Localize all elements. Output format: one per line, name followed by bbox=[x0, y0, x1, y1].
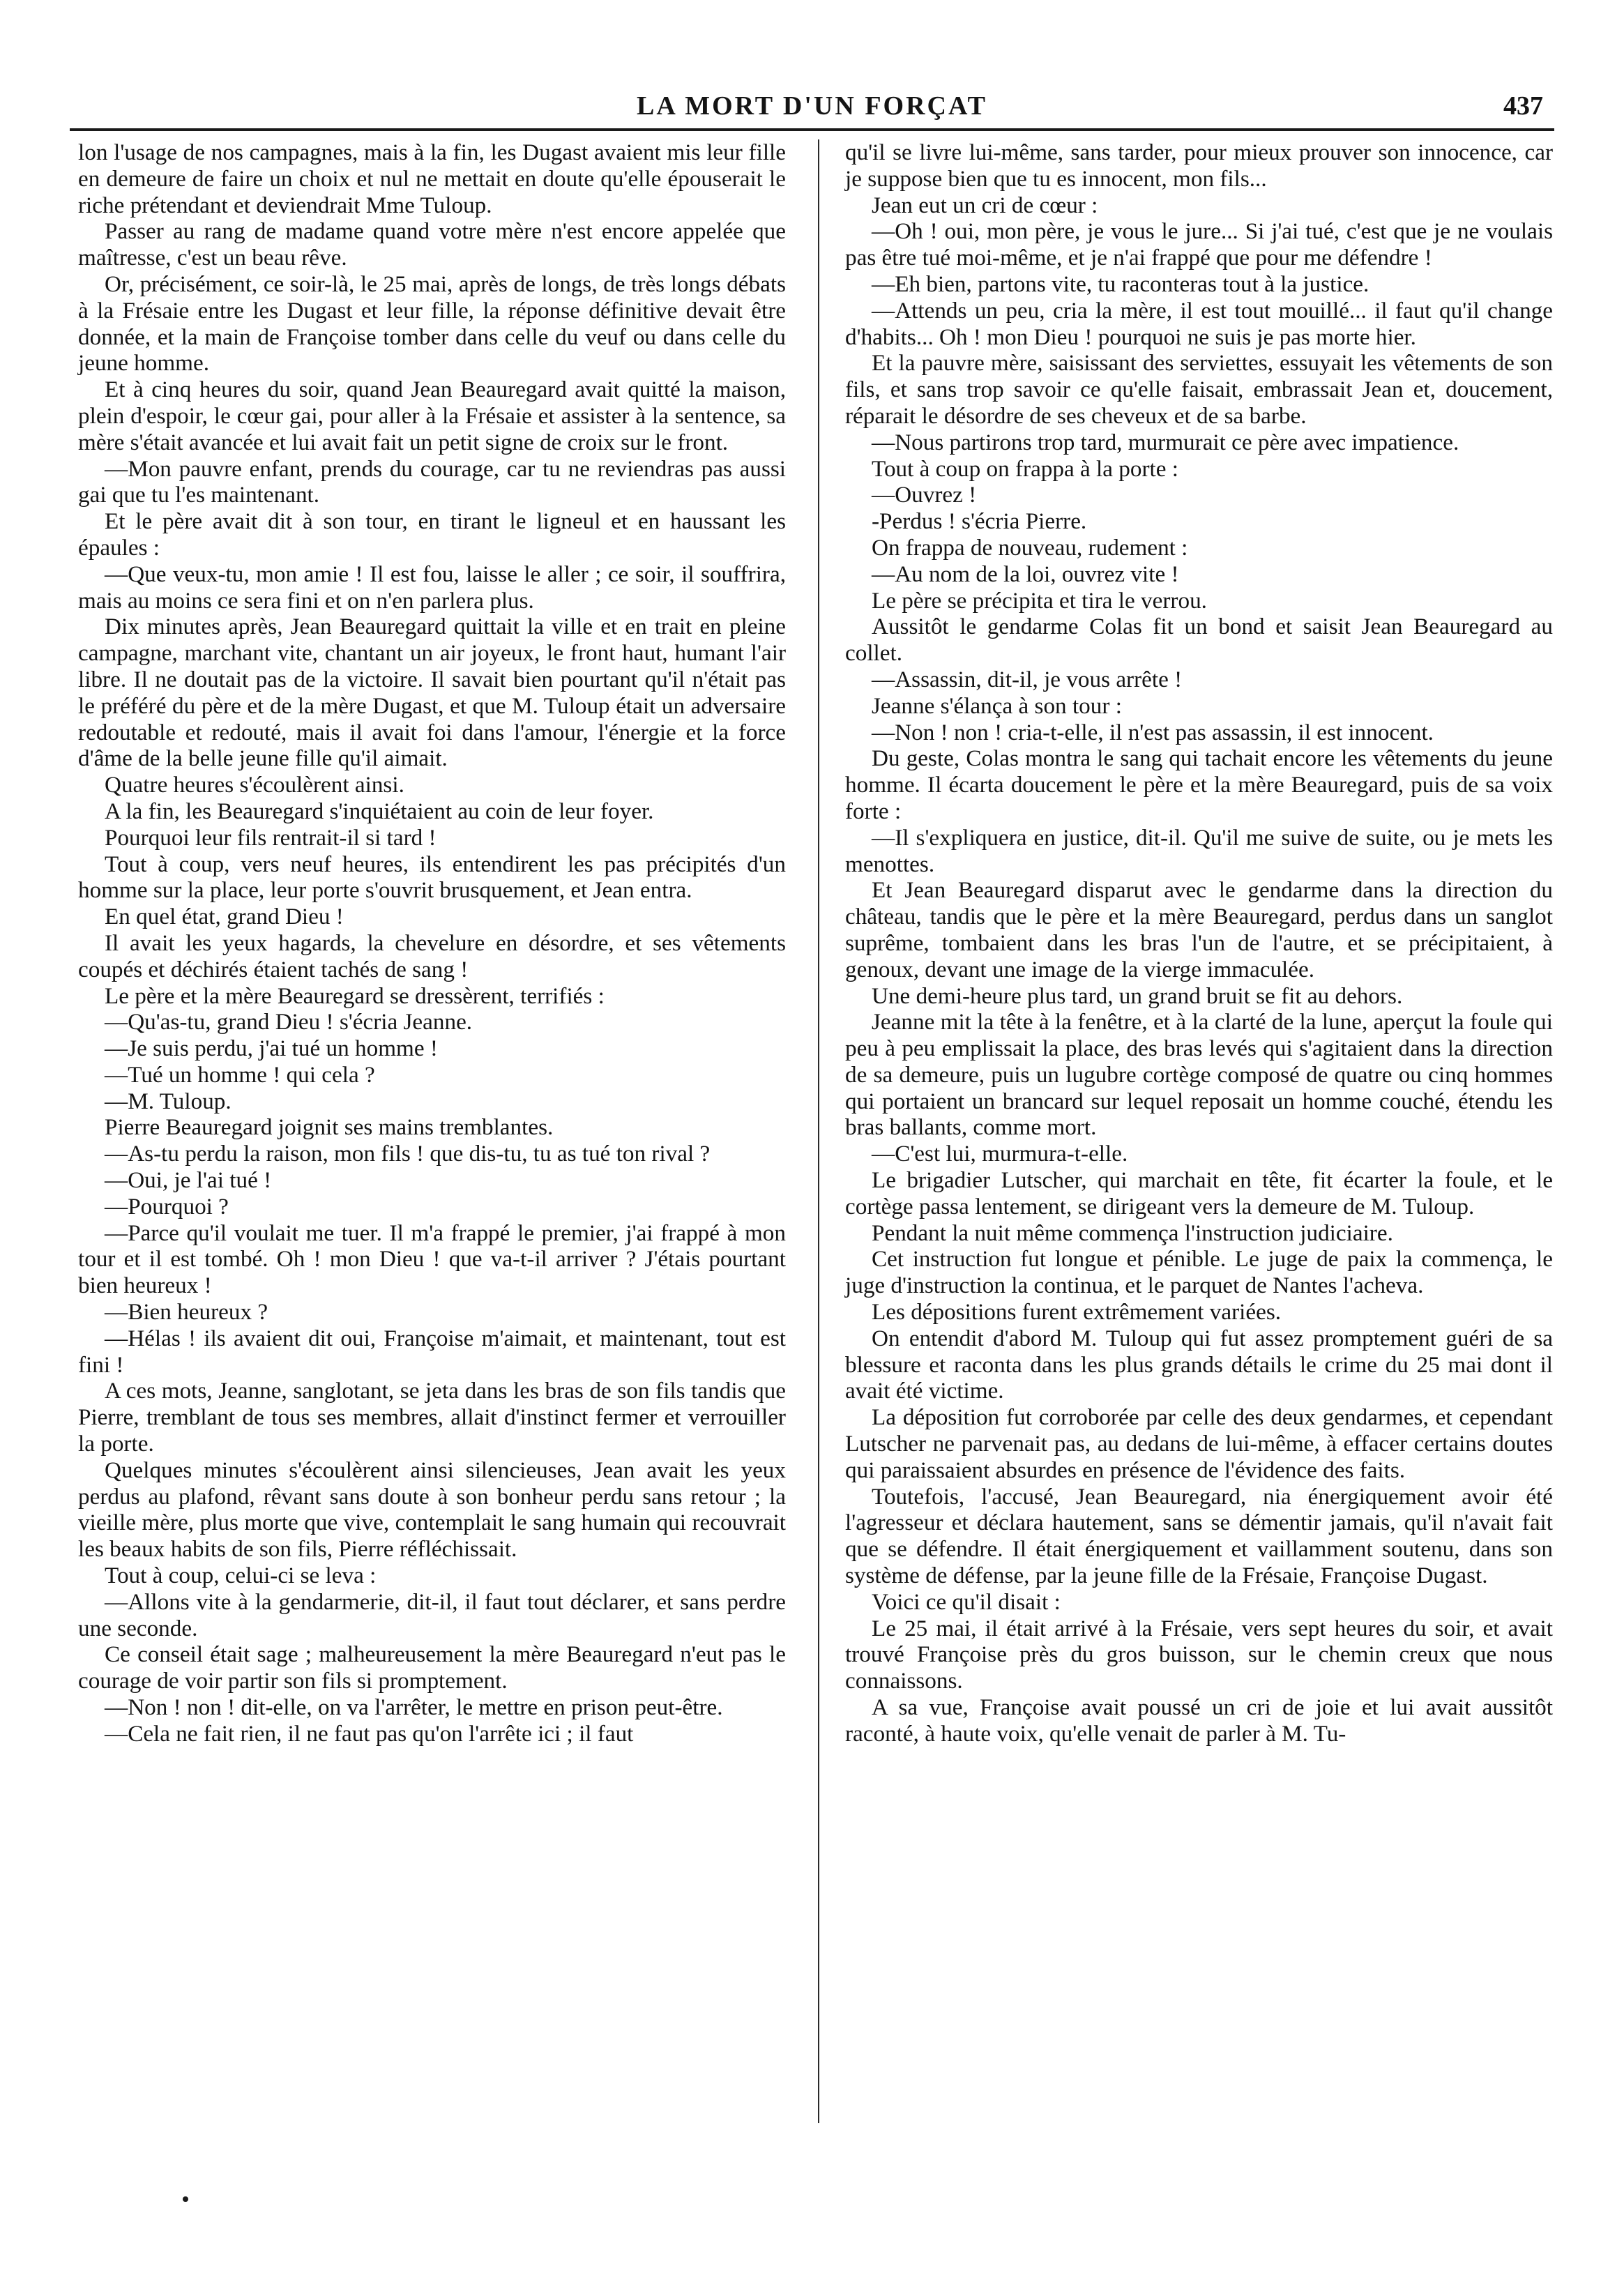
dialogue-line: —Au nom de la loi, ouvrez vite ! bbox=[872, 561, 1179, 587]
paragraph: Tout à coup, vers neuf heures, ils entendirent les pas précipités d'un homme sur la place, leur porte s'ouvrit brusquement, et Jean entra. bbox=[78, 851, 786, 904]
header-rule bbox=[70, 128, 1554, 131]
paragraph: Aussitôt le gendarme Colas fit un bond et saisit Jean Beauregard au collet. bbox=[845, 614, 1553, 667]
paragraph: Du geste, Colas montra le sang qui tachait encore les vêtements du jeune homme. Il écarta doucement le père et la mère Beauregard, puis de sa voix forte : bbox=[845, 745, 1553, 824]
paragraph: Et à cinq heures du soir, quand Jean Beauregard avait quitté la maison, plein d'espoir, le cœur gai, pour aller à la Frésaie et assister à la sentence, sa mère s'était avancée et lui avait fait un petit signe de croix sur le front. bbox=[78, 377, 786, 455]
paragraph: A ces mots, Jeanne, sanglotant, se jeta dans les bras de son fils tandis que Pierre, tremblant de tous ses membres, allait d'instinct fermer et verrouiller la porte. bbox=[78, 1378, 786, 1457]
paragraph: En quel état, grand Dieu ! bbox=[105, 904, 344, 930]
dialogue-line: —Non ! non ! dit-elle, on va l'arrêter, le mettre en prison peut-être. bbox=[105, 1694, 723, 1721]
paragraph: Or, précisément, ce soir-là, le 25 mai, après de longs, de très longs débats à la Frésaie entre les Dugast et leur fille, la réponse définitive devait être donnée, et la main de Françoise tomber dans celle du veuf ou dans celle du jeune homme. bbox=[78, 271, 786, 377]
paragraph: Pierre Beauregard joignit ses mains tremblantes. bbox=[105, 1114, 554, 1141]
paragraph: Jeanne mit la tête à la fenêtre, et à la clarté de la lune, aperçut la foule qui peu à peu emplissait la place, des bras levés qui s'agitaient dans la direction de sa demeure, puis un lugubre cortège composé de quatre ou cinq hommes qui portaient un brancard sur lequel reposait un homme couché, étendu les bras ballants, comme mort. bbox=[845, 1009, 1553, 1141]
dialogue-line: —Allons vite à la gendarmerie, dit-il, il faut tout déclarer, et sans perdre une seconde. bbox=[78, 1588, 786, 1641]
paragraph: Dix minutes après, Jean Beauregard quittait la ville et en trait en pleine campagne, marchant vite, chantant un air joyeux, le front haut, humant l'air libre. Il ne doutait pas de la victoire. Il savait bien pourtant qu'il n'était pas le préféré du père et de la mère Dugast, et que M. Tuloup était un adversaire redoutable et redouté, mais il avait foi dans l'amour, l'énergie et la force d'âme de la belle jeune fille qu'il aimait. bbox=[78, 614, 786, 772]
paragraph: A sa vue, Françoise avait poussé un cri de joie et lui avait aussitôt raconté, à haute voix, qu'elle venait de parler à M. Tu- bbox=[845, 1694, 1553, 1747]
paragraph: Le brigadier Lutscher, qui marchait en tête, fit écarter la foule, et le cortège passa lentement, se dirigeant vers la demeure de M. Tuloup. bbox=[845, 1167, 1553, 1220]
dialogue-line: —Pourquoi ? bbox=[105, 1193, 229, 1220]
paragraph: Cet instruction fut longue et pénible. Le juge de paix la commença, le juge d'instruction la continua, et le parquet de Nantes l'acheva. bbox=[845, 1246, 1553, 1299]
dialogue-line: —Nous partirons trop tard, murmurait ce père avec impatience. bbox=[872, 429, 1459, 455]
dialogue-line: —Assassin, dit-il, je vous arrête ! bbox=[872, 666, 1183, 692]
paragraph: Il avait les yeux hagards, la chevelure en désordre, et ses vêtements coupés et déchirés étaient tachés de sang ! bbox=[78, 929, 786, 982]
paragraph: Jean eut un cri de cœur : bbox=[872, 192, 1098, 218]
dialogue-line: —M. Tuloup. bbox=[105, 1088, 232, 1114]
dialogue-line: —Je suis perdu, j'ai tué un homme ! bbox=[105, 1035, 438, 1062]
paragraph: Et Jean Beauregard disparut avec le gendarme dans la direction du château, tandis que le père et la mère Beauregard, perdus dans un sanglot suprême, tombaient dans les bras l'un de l'autre, et se précipitaient, à genoux, devant une image de la vierge immaculée. bbox=[845, 877, 1553, 982]
paragraph: A la fin, les Beauregard s'inquiétaient au coin de leur foyer. bbox=[105, 798, 654, 824]
dialogue-line: —Eh bien, partons vite, tu raconteras tout à la justice. bbox=[872, 271, 1369, 297]
paragraph: Tout à coup on frappa à la porte : bbox=[872, 455, 1179, 482]
dialogue-line: —Cela ne fait rien, il ne faut pas qu'on l'arrête ici ; il faut bbox=[105, 1720, 634, 1747]
paragraph: Le père et la mère Beauregard se dressèrent, terrifiés : bbox=[105, 982, 605, 1009]
dialogue-line: —Il s'expliquera en justice, dit-il. Qu'il me suive de suite, ou je mets les menottes. bbox=[845, 824, 1553, 877]
dialogue-line: —Bien heureux ? bbox=[105, 1299, 268, 1326]
dialogue-line: —Tué un homme ! qui cela ? bbox=[105, 1061, 375, 1088]
paragraph: Pendant la nuit même commença l'instruction judiciaire. bbox=[872, 1220, 1393, 1246]
paragraph: Voici ce qu'il disait : bbox=[872, 1588, 1061, 1615]
paragraph: Les dépositions furent extrêmement variées. bbox=[872, 1299, 1282, 1326]
dialogue-line: —Qu'as-tu, grand Dieu ! s'écria Jeanne. bbox=[105, 1009, 473, 1035]
paragraph: La déposition fut corroborée par celle des deux gendarmes, et cependant Lutscher ne parvenait pas, au dedans de lui-même, à effacer certains doutes qui paraissaient absurdes en présence de l'évidence des faits. bbox=[845, 1404, 1553, 1483]
paragraph: qu'il se livre lui-même, sans tarder, pour mieux prouver son innocence, car je suppose bien que tu es innocent, mon fils... bbox=[845, 139, 1553, 192]
page-header bbox=[70, 82, 1554, 124]
paragraph: Quatre heures s'écoulèrent ainsi. bbox=[105, 772, 404, 798]
dialogue-line: —C'est lui, murmura-t-elle. bbox=[872, 1141, 1128, 1167]
running-title: LA MORT D'UN FORÇAT bbox=[637, 91, 987, 121]
dialogue-line: —Non ! non ! cria-t-elle, il n'est pas assassin, il est innocent. bbox=[872, 719, 1434, 745]
left-column bbox=[78, 139, 786, 1747]
paragraph: lon l'usage de nos campagnes, mais à la fin, les Dugast avaient mis leur fille en demeure de faire un choix et nul ne mettait en doute qu'elle épouserait le riche prétendant et deviendrait Mme Tuloup. bbox=[78, 139, 786, 218]
dialogue-line: —Attends un peu, cria la mère, il est tout mouillé... il faut qu'il change d'habits... Oh ! mon Dieu ! pourquoi ne suis je pas morte hier. bbox=[845, 297, 1553, 350]
paragraph: Jeanne s'élança à son tour : bbox=[872, 692, 1122, 719]
paragraph: Le 25 mai, il était arrivé à la Frésaie, vers sept heures du soir, et avait trouvé Françoise près du gros buisson, sur le chemin creux que nous connaissons. bbox=[845, 1615, 1553, 1694]
dialogue-line: -Perdus ! s'écria Pierre. bbox=[872, 508, 1087, 535]
paragraph: On frappa de nouveau, rudement : bbox=[872, 534, 1188, 561]
dialogue-line: —Hélas ! ils avaient dit oui, Françoise m'aimait, et maintenant, tout est fini ! bbox=[78, 1325, 786, 1378]
paragraph: Toutefois, l'accusé, Jean Beauregard, nia énergiquement avoir été l'agresseur et déclara hautement, sans se démentir jamais, qu'il n'avait fait que se défendre. Il était énergiquement et vaillamment soutenu, dans son système de défense, par la jeune fille de la Frésaie, Françoise Dugast. bbox=[845, 1483, 1553, 1589]
dialogue-line: —Ouvrez ! bbox=[872, 482, 977, 508]
paragraph: Passer au rang de madame quand votre mère n'est encore appelée que maîtresse, c'est un beau rêve. bbox=[78, 218, 786, 271]
paragraph: Une demi-heure plus tard, un grand bruit se fit au dehors. bbox=[872, 982, 1403, 1009]
paragraph: Pourquoi leur fils rentrait-il si tard ! bbox=[105, 824, 437, 851]
paragraph: Et le père avait dit à son tour, en tirant le ligneul et en haussant les épaules : bbox=[78, 508, 786, 561]
dialogue-line: —Parce qu'il voulait me tuer. Il m'a frappé le premier, j'ai frappé à mon tour et il est tombé. Oh ! mon Dieu ! que va-t-il arriver ? J'étais pourtant bien heureux ! bbox=[78, 1220, 786, 1299]
dialogue-line: —As-tu perdu la raison, mon fils ! que dis-tu, tu as tué ton rival ? bbox=[105, 1141, 711, 1167]
text-columns bbox=[78, 139, 1553, 2162]
paragraph: Quelques minutes s'écoulèrent ainsi silencieuses, Jean avait les yeux perdus au plafond, rêvant sans doute à son bonheur perdu sans retour ; la vieille mère, plus morte que vive, contemplait le sang humain qui recouvrait les beaux habits de son fils, Pierre réfléchissait. bbox=[78, 1457, 786, 1563]
paragraph: Ce conseil était sage ; malheureusement la mère Beauregard n'eut pas le courage de voir partir son fils si promptement. bbox=[78, 1641, 786, 1694]
paragraph: Le père se précipita et tira le verrou. bbox=[872, 587, 1207, 614]
paragraph: Tout à coup, celui-ci se leva : bbox=[105, 1563, 377, 1589]
dialogue-line: —Oh ! oui, mon père, je vous le jure... Si j'ai tué, c'est que je ne voulais pas être tué moi-même, et je n'ai frappé que pour me défendre ! bbox=[845, 218, 1553, 271]
page-number: 437 bbox=[1503, 91, 1543, 121]
right-column bbox=[845, 139, 1553, 1747]
dialogue-line: —Que veux-tu, mon amie ! Il est fou, laisse le aller ; ce soir, il souffrira, mais au moins ce sera fini et on n'en parlera plus. bbox=[78, 561, 786, 614]
ink-speck bbox=[183, 2196, 188, 2202]
dialogue-line: —Oui, je l'ai tué ! bbox=[105, 1167, 272, 1194]
paragraph: On entendit d'abord M. Tuloup qui fut assez promptement guéri de sa blessure et raconta dans les plus grands détails le crime du 25 mai dont il avait été victime. bbox=[845, 1325, 1553, 1404]
column-divider bbox=[818, 139, 819, 2123]
dialogue-line: —Mon pauvre enfant, prends du courage, car tu ne reviendras pas aussi gai que tu l'es maintenant. bbox=[78, 455, 786, 508]
paragraph: Et la pauvre mère, saisissant des serviettes, essuyait les vêtements de son fils, et sans trop savoir ce qu'elle faisait, embrassait Jean et, doucement, réparait le désordre de ses cheveux et de sa barbe. bbox=[845, 350, 1553, 429]
